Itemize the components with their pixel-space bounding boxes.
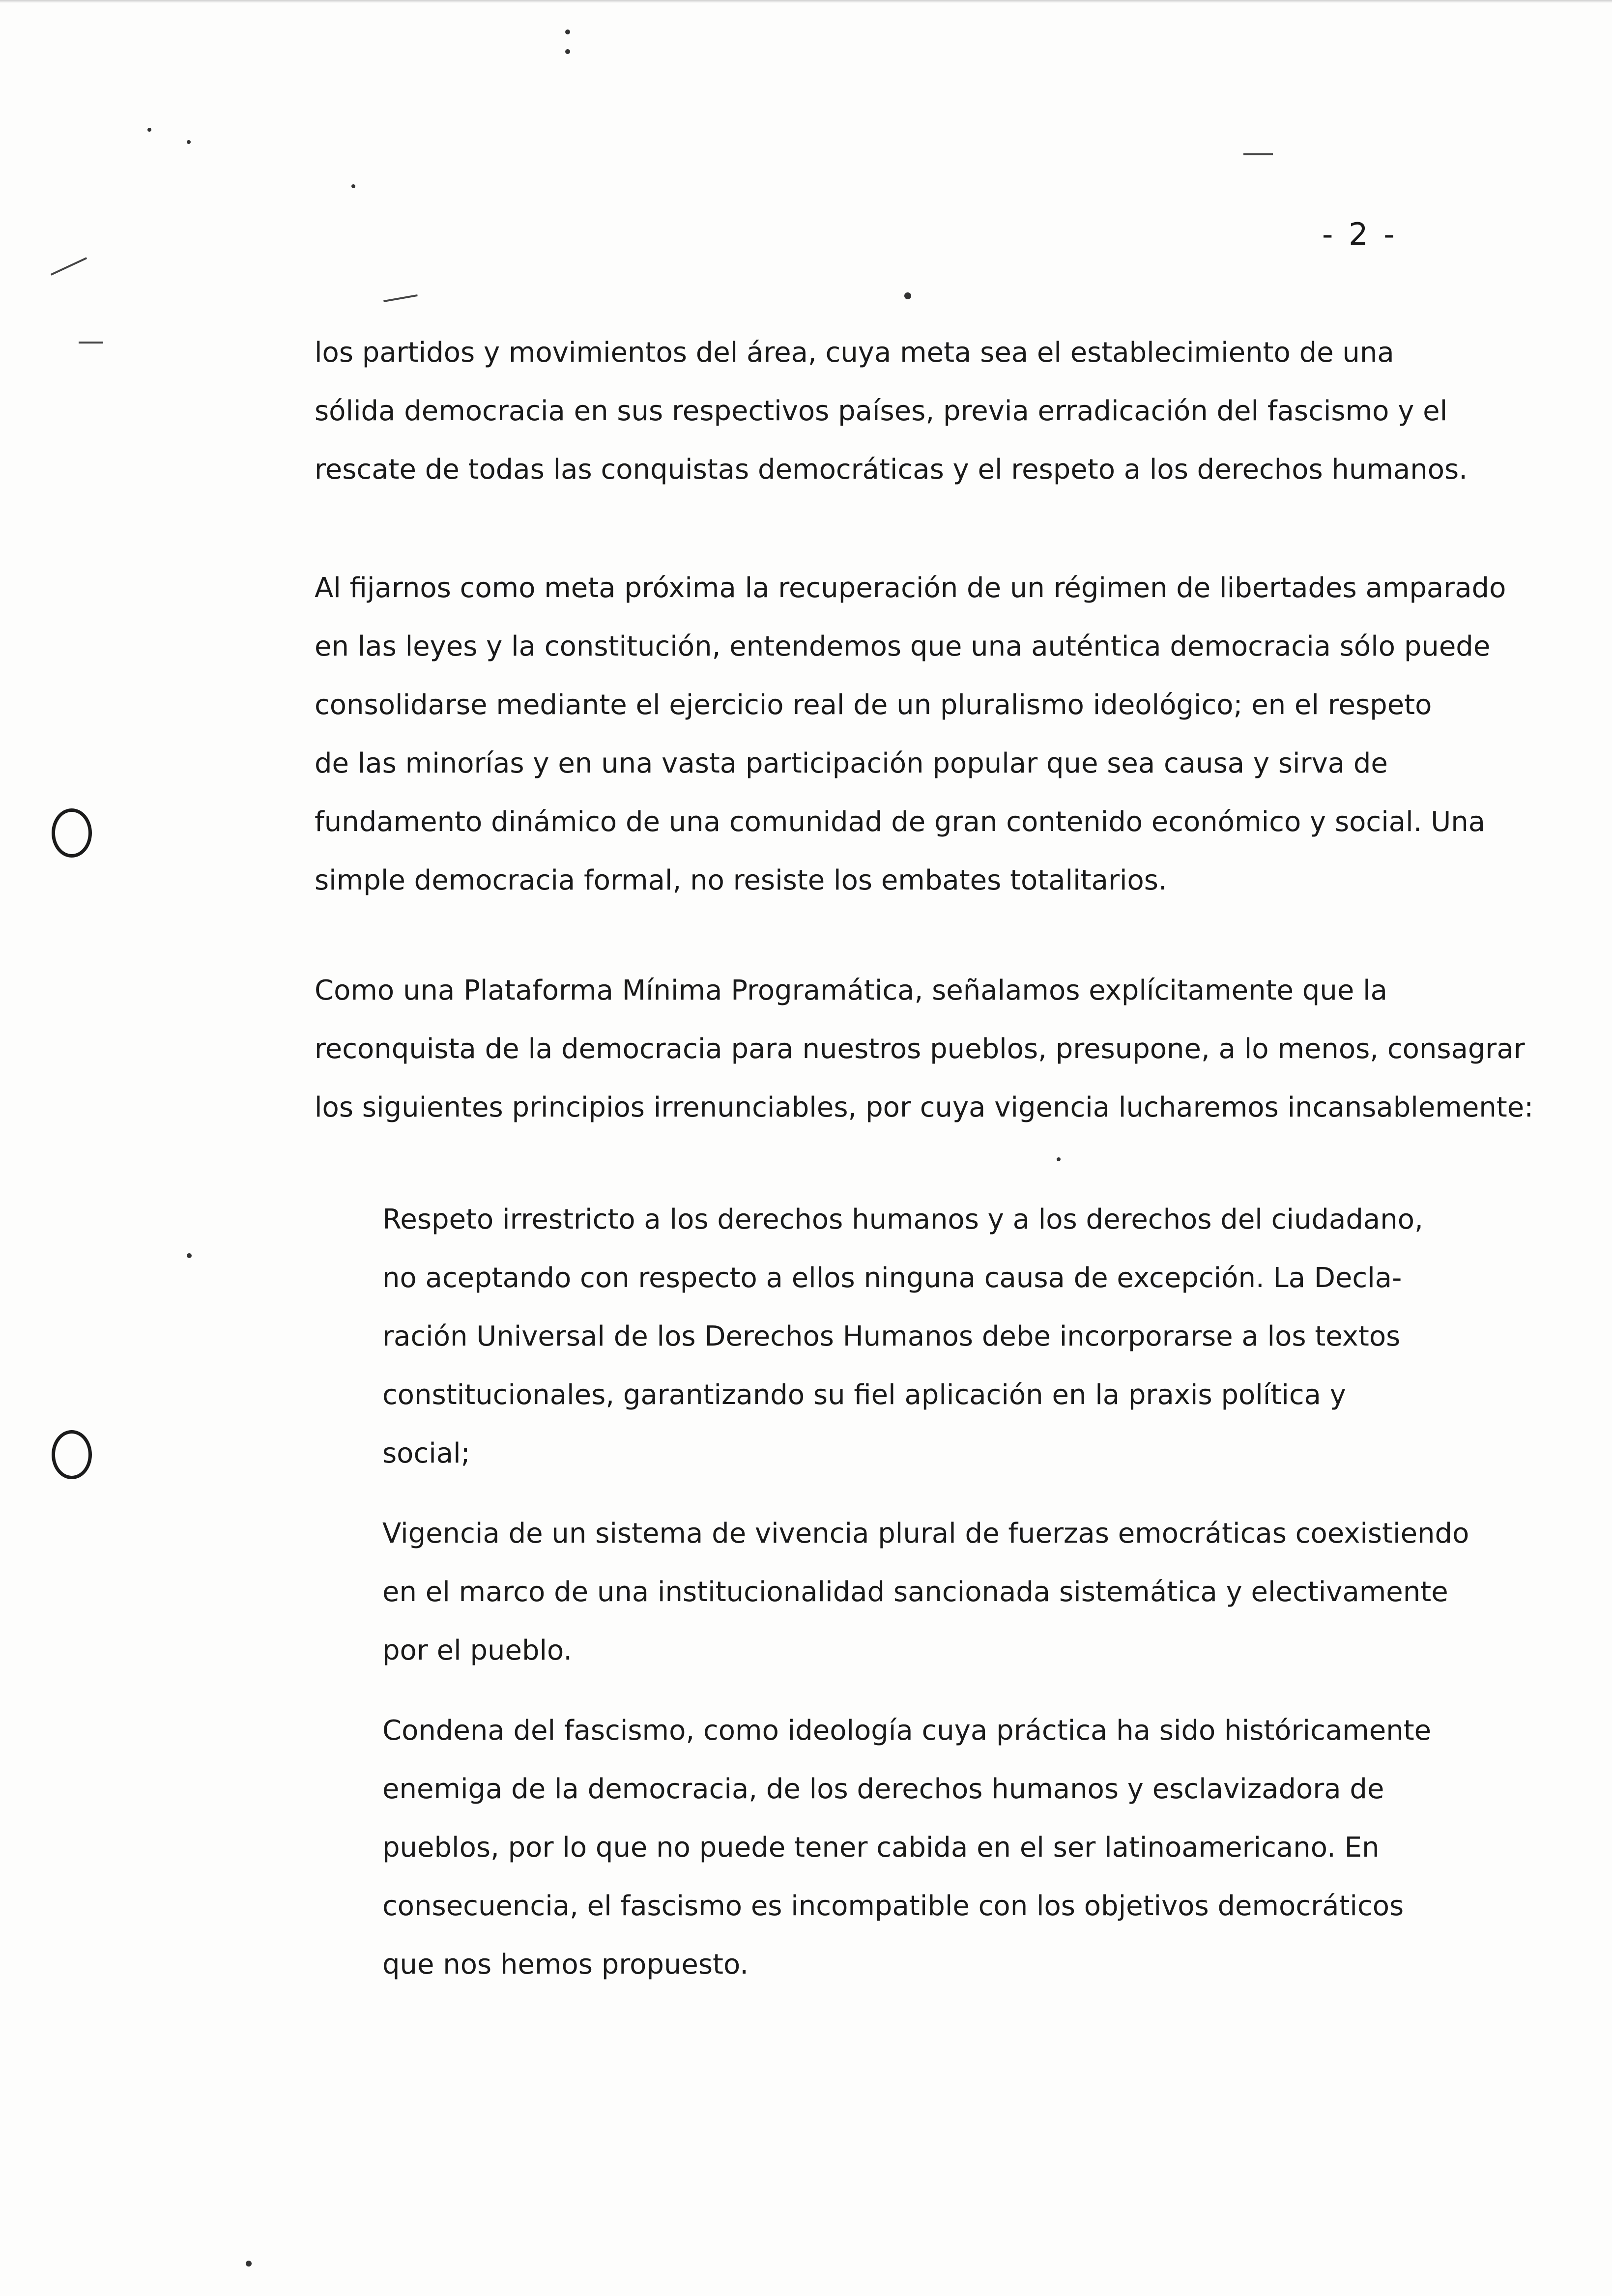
text-line: fundamento dinámico de una comunidad de gran contenido económico y social. Una bbox=[315, 806, 1486, 838]
text-line: simple democracia formal, no resiste los embates totalitarios. bbox=[315, 864, 1167, 896]
scan-speck bbox=[1057, 1157, 1061, 1161]
text-line: por el pueblo. bbox=[382, 1635, 573, 1666]
scan-speck bbox=[187, 140, 191, 144]
text-line: los siguientes principios irrenunciables, por cuya vigencia lucharemos incansablemente: bbox=[315, 1091, 1534, 1123]
page-number: - 2 - bbox=[1322, 216, 1398, 252]
text-line: en las leyes y la constitución, entendemos que una auténtica democracia sólo puede bbox=[315, 631, 1491, 662]
text-line: consecuencia, el fascismo es incompatible con los objetivos democráticos bbox=[382, 1890, 1404, 1922]
text-line: reconquista de la democracia para nuestros pueblos, presupone, a lo menos, consagrar bbox=[315, 1033, 1525, 1065]
text-line: los partidos y movimientos del área, cuya meta sea el establecimiento de una bbox=[315, 337, 1394, 369]
scan-speck bbox=[565, 49, 570, 54]
text-line: ración Universal de los Derechos Humanos debe incorporarse a los textos bbox=[382, 1320, 1401, 1352]
text-line: social; bbox=[382, 1437, 470, 1469]
paragraph-platform bbox=[315, 961, 1534, 1137]
scan-mark bbox=[383, 294, 418, 302]
text-line: enemiga de la democracia, de los derechos humanos y esclavizadora de bbox=[382, 1773, 1384, 1805]
binder-hole-lower bbox=[52, 1430, 92, 1479]
scan-speck bbox=[351, 184, 355, 188]
binder-hole-upper bbox=[52, 808, 92, 858]
text-line: Condena del fascismo, como ideología cuya práctica ha sido históricamente bbox=[382, 1715, 1432, 1747]
text-line: Vigencia de un sistema de vivencia plural de fuerzas emocráticas coexistiendo bbox=[382, 1518, 1469, 1550]
scan-speck bbox=[147, 128, 151, 132]
text-line: en el marco de una institucionalidad sancionada sistemática y electivamente bbox=[382, 1576, 1448, 1608]
scan-top-edge bbox=[0, 0, 1612, 3]
scan-speck bbox=[904, 292, 911, 299]
text-line: que nos hemos propuesto. bbox=[382, 1949, 749, 1980]
principle-plural-system bbox=[382, 1504, 1493, 1680]
text-line: Como una Plataforma Mínima Programática, señalamos explícitamente que la bbox=[315, 975, 1387, 1006]
text-line: rescate de todas las conquistas democráticas y el respeto a los derechos humanos. bbox=[315, 454, 1468, 486]
paragraph-intro bbox=[315, 323, 1484, 499]
principle-condemn-fascism bbox=[382, 1701, 1493, 1994]
scan-mark bbox=[79, 342, 103, 344]
text-line: de las minorías y en una vasta participación popular que sea causa y sirva de bbox=[315, 747, 1388, 779]
text-line: consolidarse mediante el ejercicio real de un pluralismo ideológico; en el respeto bbox=[315, 689, 1432, 721]
scan-speck bbox=[246, 2261, 252, 2267]
text-line: constitucionales, garantizando su fiel aplicación en la praxis política y bbox=[382, 1379, 1346, 1411]
scan-speck bbox=[187, 1253, 192, 1258]
text-line: Respeto irrestricto a los derechos humanos y a los derechos del ciudadano, bbox=[382, 1204, 1423, 1235]
paragraph-democracy bbox=[315, 559, 1506, 910]
scan-speck bbox=[565, 29, 570, 34]
text-line: no aceptando con respecto a ellos ninguna causa de excepción. La Decla- bbox=[382, 1262, 1402, 1294]
text-line: pueblos, por lo que no puede tener cabida en el ser latinoamericano. En bbox=[382, 1832, 1380, 1864]
principle-human-rights bbox=[382, 1190, 1493, 1483]
scan-mark bbox=[51, 257, 87, 275]
scan-mark bbox=[1243, 153, 1273, 155]
text-line: sólida democracia en sus respectivos países, previa erradicación del fascismo y el bbox=[315, 395, 1448, 427]
text-line: Al fijarnos como meta próxima la recuperación de un régimen de libertades amparado bbox=[315, 572, 1506, 604]
